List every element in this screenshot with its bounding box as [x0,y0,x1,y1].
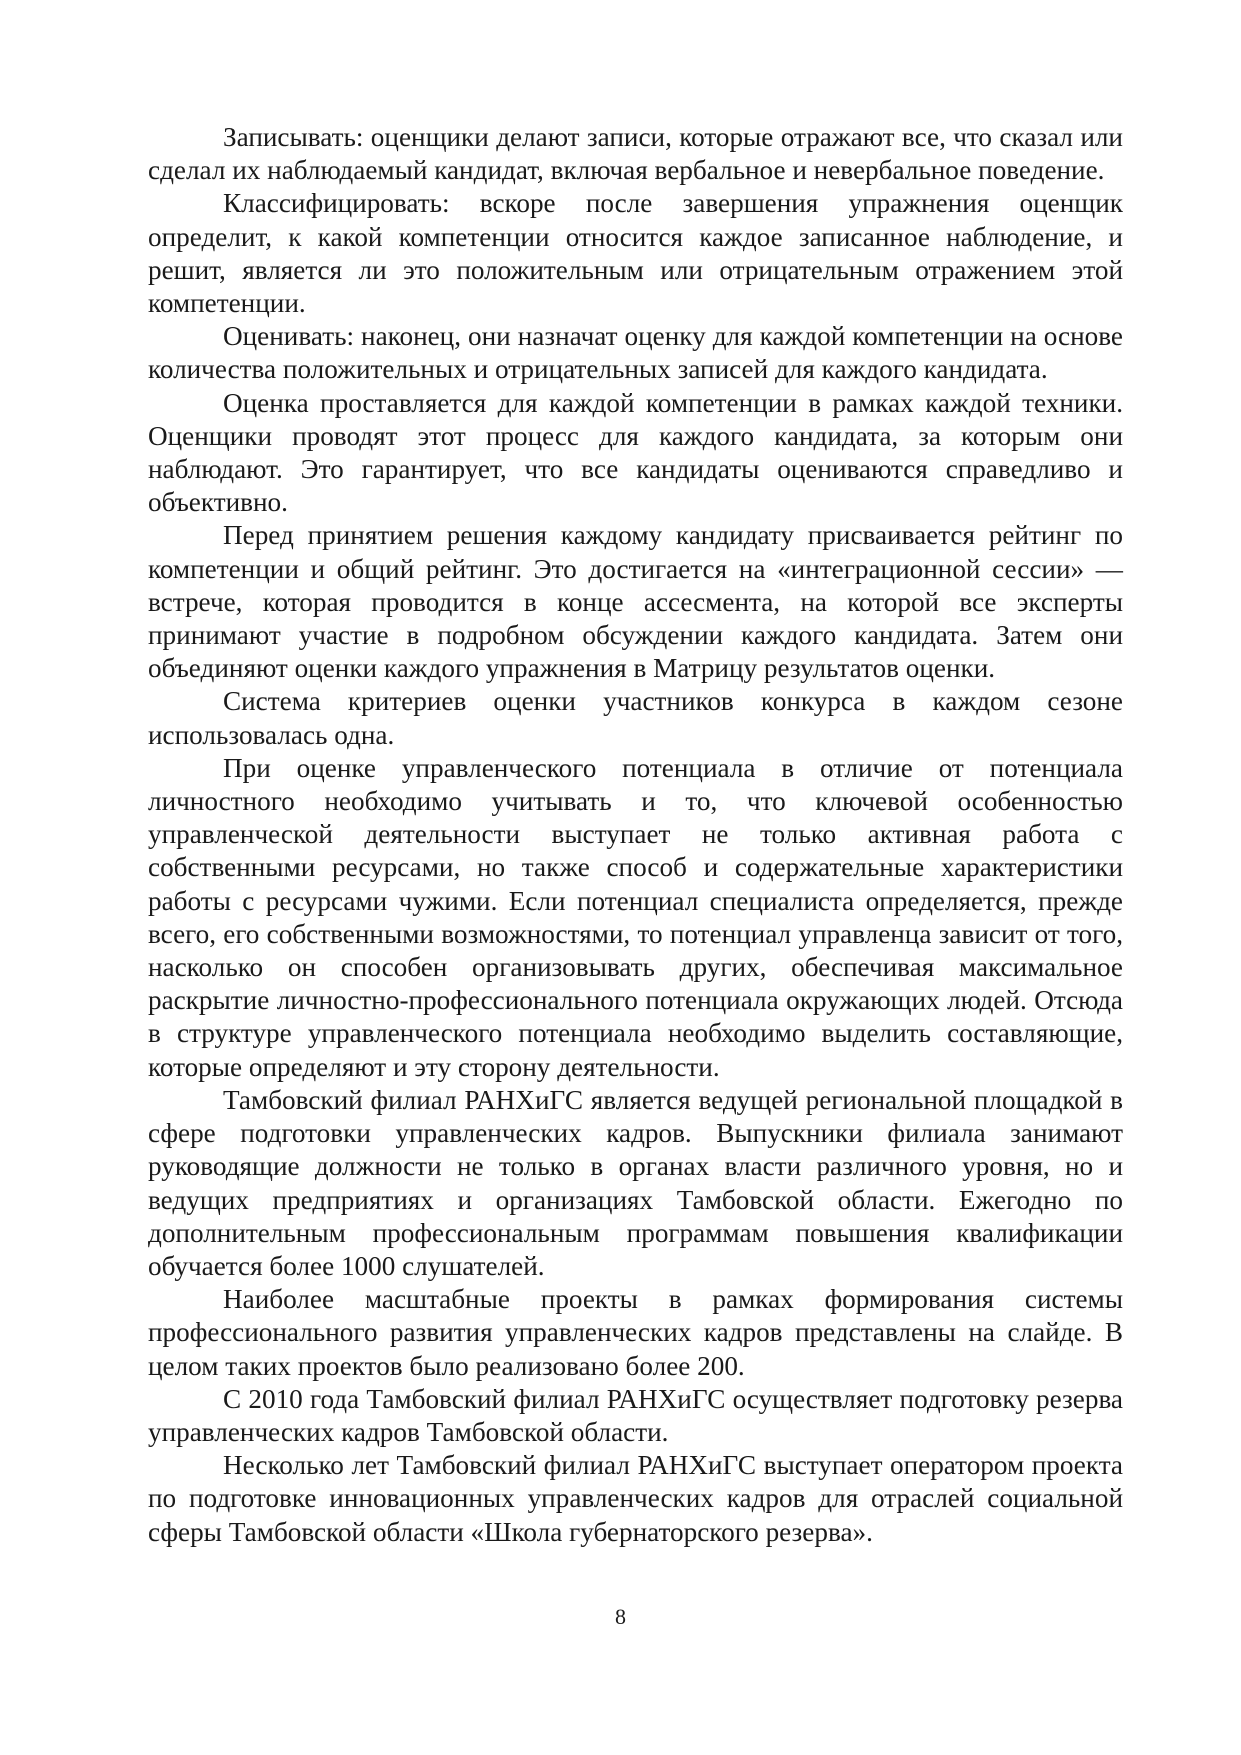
paragraph-governor-reserve-school: Несколько лет Тамбовский филиал РАНХиГС выступает оператором проекта по подготовке инновационных управленческих кадров для отраслей социальной сферы Тамбовской области «Школа губернаторского резерва». [148,1450,1123,1547]
paragraph-scoring: Оценка проставляется для каждой компетенции в рамках каждой техники. Оценщики проводят этот процесс для каждого кандидата, за которым они наблюдают. Это гарантирует, что все кандидаты оцениваются справедливо и объективно. [148,387,1123,518]
page-number: 8 [615,1604,626,1629]
paragraph-managerial-potential: При оценке управленческого потенциала в отличие от потенциала личностного необходимо учитывать и то, что ключевой особенностью управленческой деятельности выступает не только активная работа с собственными ресурсами, но также способ и содержательные характеристики работы с ресурсами чужими. Если потенциал специалиста определяется, прежде всего, его собственными возможностями, то потенциал управленца зависит от того, насколько он способен организовывать других, обеспечивая максимальное раскрытие личностно-профессионального потенциала окружающих людей. Отсюда в структуре управленческого потенциала необходимо выделить составляющие, которые определяют и эту сторону деятельности. [148,752,1123,1082]
body-text [148,121,1123,1549]
paragraph-integration-session: Перед принятием решения каждому кандидату присваивается рейтинг по компетенции и общий рейтинг. Это достигается на «интеграционной сессии» — встрече, которая проводится в конце ассесмента, на которой все эксперты принимают участие в подробном обсуждении каждого кандидата. Затем они объединяют оценки каждого упражнения в Матрицу результатов оценки. [148,520,1123,684]
paragraph-reserve-training: С 2010 года Тамбовский филиал РАНХиГС осуществляет подготовку резерва управленческих кадров Тамбовской области. [148,1383,1123,1447]
paragraph-projects: Наиболее масштабные проекты в рамках формирования системы профессионального развития управленческих кадров представлены на слайде. В целом таких проектов было реализовано более 200. [148,1284,1123,1381]
paragraph-tambov-branch: Тамбовский филиал РАНХиГС является ведущей региональной площадкой в сфере подготовки управленческих кадров. Выпускники филиала занимают руководящие должности не только в органах власти различного уровня, но и ведущих предприятиях и организациях Тамбовской области. Ежегодно по дополнительным профессиональным программам повышения квалификации обучается более 1000 слушателей. [148,1084,1123,1281]
paragraph-record: Записывать: оценщики делают записи, которые отражают все, что сказал или сделал их наблюдаемый кандидат, включая вербальное и невербальное поведение. [148,122,1123,186]
paragraph-classify: Классифицировать: вскоре после завершения упражнения оценщик определит, к какой компетенции относится каждое записанное наблюдение, и решит, является ли это положительным или отрицательным отражением этой компетенции. [148,188,1123,319]
paragraph-evaluate: Оценивать: наконец, они назначат оценку для каждой компетенции на основе количества положительных и отрицательных записей для каждого кандидата. [148,321,1123,385]
paragraph-criteria-system: Система критериев оценки участников конкурса в каждом сезоне использовалась одна. [148,686,1123,750]
